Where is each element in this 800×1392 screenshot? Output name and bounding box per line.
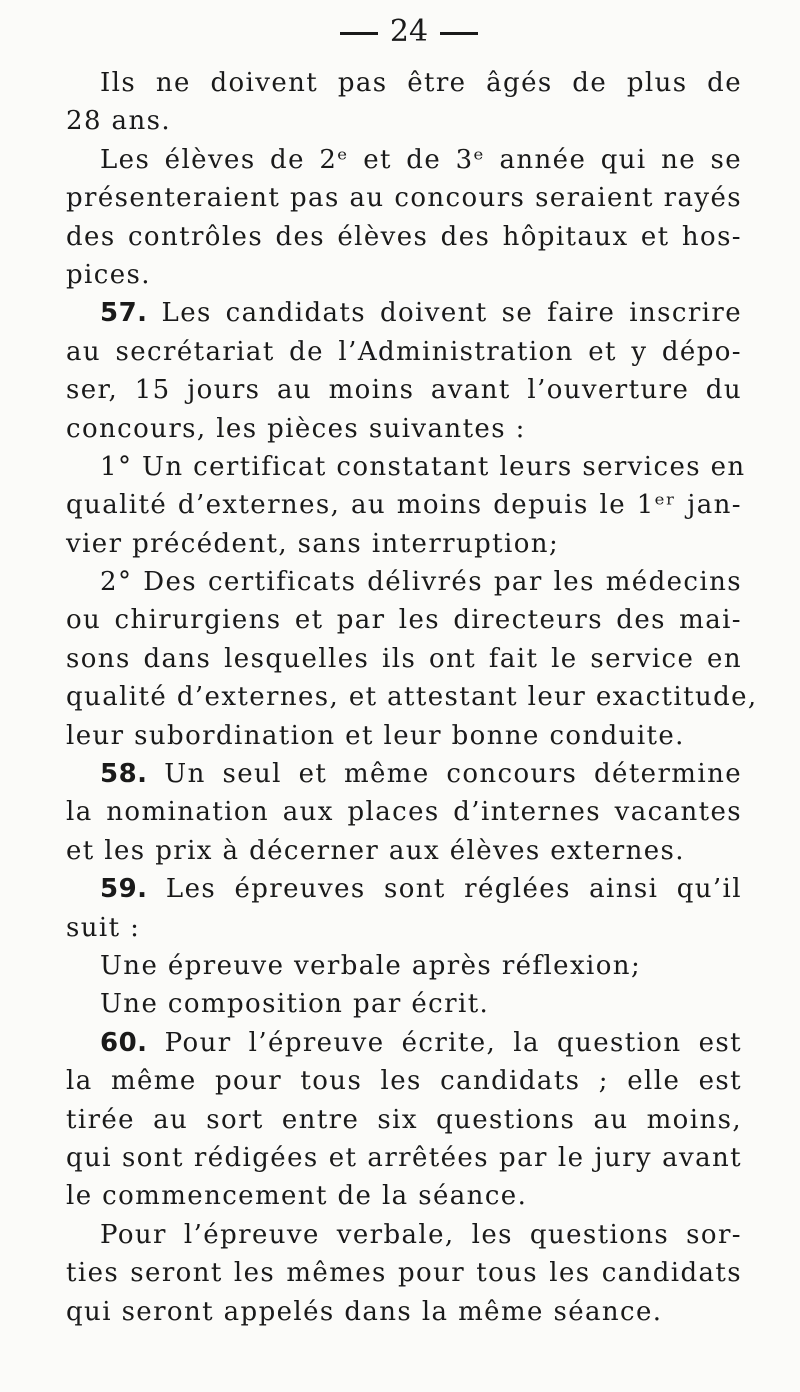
text-line [66, 1062, 742, 1100]
article-paragraph [66, 294, 742, 448]
line-text: et les prix à décerner aux élèves externes. [66, 835, 685, 866]
line-text: la même pour tous les candidats ; elle est [66, 1066, 742, 1097]
article-number: 58. [100, 759, 148, 790]
line-text: présenteraient pas au concours seraient rayés [66, 183, 742, 214]
text-line [66, 371, 742, 409]
text-line [66, 1293, 742, 1331]
line-text: leur subordination et leur bonne conduite. [66, 720, 685, 751]
line-text: Pour l’épreuve verbale, les questions sor- [100, 1219, 742, 1250]
line-text: ou chirurgiens et par les directeurs des mai- [66, 605, 742, 636]
line-text: qui sont rédigées et arrêtées par le jury avant [66, 1142, 742, 1173]
text-line [66, 102, 742, 140]
text-line [66, 909, 742, 947]
paragraph [66, 985, 742, 1023]
left-dash [340, 32, 378, 35]
article-paragraph [66, 755, 742, 870]
text-line [66, 64, 742, 102]
page-number: 24 [389, 14, 429, 49]
line-text: sons dans lesquelles ils ont fait le service en [66, 643, 742, 674]
line-text: qualité d’externes, et attestant leur exactitude, [66, 682, 758, 713]
page-header [66, 0, 742, 64]
text-line [66, 985, 742, 1023]
line-text: Les épreuves sont réglées ainsi qu’il [165, 874, 742, 905]
line-text: Une épreuve verbale après réflexion; [100, 950, 642, 981]
text-line [66, 1139, 742, 1177]
line-text: qui seront appelés dans la même séance. [66, 1296, 663, 1327]
paragraph [66, 141, 742, 295]
line-text: 2° Des certificats délivrés par les médecins [100, 567, 742, 598]
line-text: des contrôles des élèves des hôpitaux et hos- [66, 221, 742, 252]
paragraph [66, 448, 746, 563]
text-line [66, 1216, 742, 1254]
line-text: Un seul et même concours détermine [164, 759, 742, 790]
line-text: pices. [66, 259, 151, 290]
text-line [66, 486, 742, 524]
text-line [66, 870, 742, 908]
line-text: au secrétariat de l’Administration et y dépo- [66, 336, 742, 367]
text-line [66, 832, 742, 870]
text-line [66, 256, 742, 294]
article-number: 57. [100, 298, 148, 329]
text-line [66, 218, 742, 256]
text-line [66, 525, 742, 563]
line-text: Les élèves de 2ᵉ et de 3ᵉ année qui ne se [100, 144, 742, 175]
text-line [66, 640, 742, 678]
text-line [66, 294, 742, 332]
text-line [66, 717, 742, 755]
text-line [66, 601, 742, 639]
paragraph [66, 64, 742, 141]
line-text: qualité d’externes, au moins depuis le 1ᵉʳ jan- [66, 490, 742, 521]
text-line [66, 678, 758, 716]
article-number: 59. [100, 874, 148, 905]
text-line [66, 1024, 742, 1062]
line-text: ties seront les mêmes pour tous les candidats [66, 1258, 742, 1289]
text-line [66, 141, 742, 179]
right-dash [440, 32, 478, 35]
line-text: concours, les pièces suivantes : [66, 413, 526, 444]
body-text [66, 64, 758, 1331]
text-line [66, 755, 742, 793]
text-line [66, 448, 746, 486]
line-text: tirée au sort entre six questions au moins, [66, 1104, 742, 1135]
line-text: 28 ans. [66, 106, 172, 137]
article-paragraph [66, 870, 742, 947]
line-text: vier précédent, sans interruption; [66, 528, 560, 559]
line-text: ser, 15 jours au moins avant l’ouverture du [66, 375, 742, 406]
text-line [66, 410, 742, 448]
line-text: Une composition par écrit. [100, 989, 490, 1020]
text-line [66, 179, 742, 217]
paragraph [66, 563, 758, 755]
line-text: la nomination aux places d’internes vacantes [66, 797, 742, 828]
line-text: suit : [66, 912, 141, 943]
article-number: 60. [100, 1027, 148, 1058]
article-paragraph [66, 1024, 742, 1216]
line-text: le commencement de la séance. [66, 1181, 528, 1212]
text-line [66, 793, 742, 831]
text-line [66, 563, 742, 601]
line-text: Pour l’épreuve écrite, la question est [164, 1027, 742, 1058]
text-line [66, 1254, 742, 1292]
line-text: 1° Un certificat constatant leurs services en [100, 451, 746, 482]
text-line [66, 333, 742, 371]
text-line [66, 947, 742, 985]
line-text: Les candidats doivent se faire inscrire [161, 298, 742, 329]
line-text: Ils ne doivent pas être âgés de plus de [100, 68, 742, 98]
paragraph [66, 1216, 742, 1331]
text-line [66, 1177, 742, 1215]
text-line [66, 1101, 742, 1139]
paragraph [66, 947, 742, 985]
